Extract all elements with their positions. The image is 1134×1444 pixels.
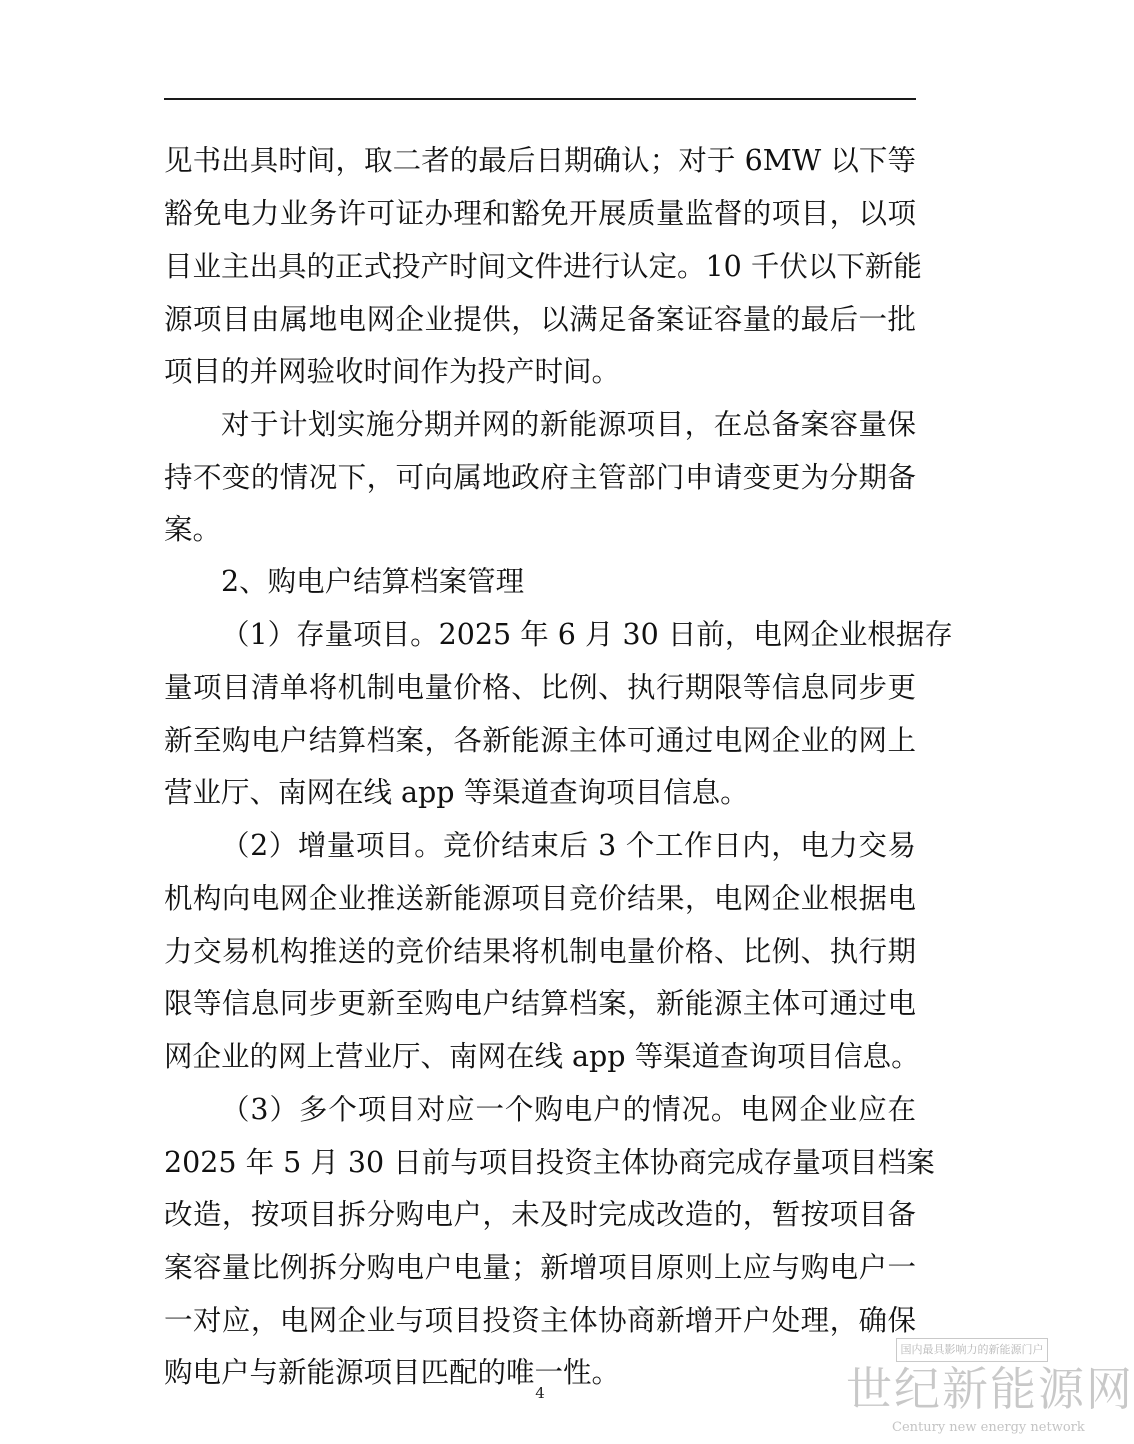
text-line: 限等信息同步更新至购电户结算档案，新能源主体可通过电 — [164, 987, 916, 1020]
text-line: 力交易机构推送的竞价结果将机制电量价格、比例、执行期 — [164, 935, 916, 968]
watermark-logo-text: 世纪新能源网 — [846, 1362, 1134, 1416]
text-line: 目业主出具的正式投产时间文件进行认定。10 千伏以下新能 — [164, 250, 922, 283]
watermark-tagline: 国内最具影响力的新能源门户 — [896, 1338, 1048, 1362]
watermark-subtitle: Century new energy network — [892, 1420, 1085, 1435]
text-line: 量项目清单将机制电量价格、比例、执行期限等信息同步更 — [164, 671, 916, 704]
header-rule — [164, 98, 916, 100]
text-line: 项目的并网验收时间作为投产时间。 — [164, 355, 621, 388]
text-line: 持不变的情况下，可向属地政府主管部门申请变更为分期备 — [164, 461, 916, 494]
text-line: 营业厅、南网在线 app 等渠道查询项目信息。 — [164, 776, 749, 809]
text-line: 新至购电户结算档案，各新能源主体可通过电网企业的网上 — [164, 724, 916, 757]
text-line: 案。 — [164, 513, 222, 546]
text-line: 改造，按项目拆分购电户，未及时完成改造的，暂按项目备 — [164, 1198, 916, 1231]
text-line: 机构向电网企业推送新能源项目竞价结果，电网企业根据电 — [164, 882, 916, 915]
text-line: 对于计划实施分期并网的新能源项目，在总备案容量保 — [221, 408, 916, 441]
text-line: （1）存量项目。2025 年 6 月 30 日前，电网企业根据存 — [221, 618, 953, 651]
text-line: 案容量比例拆分购电户电量；新增项目原则上应与购电户一 — [164, 1251, 916, 1284]
page-number: 4 — [535, 1384, 545, 1402]
text-line: 源项目由属地电网企业提供，以满足备案证容量的最后一批 — [164, 303, 916, 336]
section-heading: 2、购电户结算档案管理 — [221, 565, 525, 598]
text-line: 购电户与新能源项目匹配的唯一性。 — [164, 1356, 621, 1389]
text-line: （3）多个项目对应一个购电户的情况。电网企业应在 — [221, 1093, 916, 1126]
text-line: 一对应，电网企业与项目投资主体协商新增开户处理，确保 — [164, 1304, 916, 1337]
text-line: （2）增量项目。竞价结束后 3 个工作日内，电力交易 — [221, 829, 916, 862]
text-line: 2025 年 5 月 30 日前与项目投资主体协商完成存量项目档案 — [164, 1146, 935, 1179]
text-line: 豁免电力业务许可证办理和豁免开展质量监督的项目，以项 — [164, 197, 916, 230]
text-line: 网企业的网上营业厅、南网在线 app 等渠道查询项目信息。 — [164, 1040, 920, 1073]
text-line: 见书出具时间，取二者的最后日期确认；对于 6MW 以下等 — [164, 144, 916, 177]
